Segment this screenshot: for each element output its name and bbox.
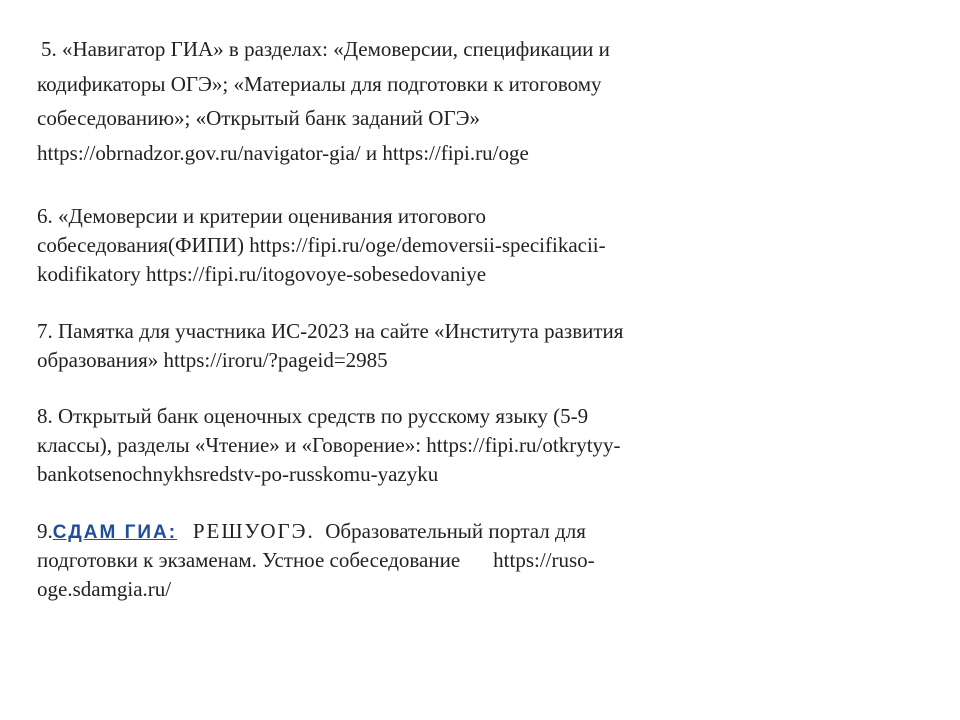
item9-line2 bbox=[37, 546, 737, 575]
list-item-9 bbox=[37, 517, 737, 604]
item6-line3: kodifikatory https://fipi.ru/itogovoye-sobesedovaniye bbox=[37, 262, 487, 286]
list-item-5 bbox=[37, 32, 737, 170]
sdam-gia-link[interactable]: СДАМ ГИА: bbox=[52, 522, 178, 543]
item8-line3: bankotsenochnykhsredstv-po-russkomu-yazyku bbox=[37, 462, 439, 486]
item5-line4: https://obrnadzor.gov.ru/navigator-gia/ и https://fipi.ru/oge bbox=[37, 140, 529, 165]
item8-line1: 8. Открытый банк оценочных средств по русскому языку (5-9 bbox=[37, 404, 589, 428]
item5-line1: 5. «Навигатор ГИА» в разделах: «Демоверсии, спецификации и bbox=[41, 37, 610, 61]
item9-line1-rest: Образовательный портал для bbox=[325, 519, 586, 543]
item9-line3: oge.sdamgia.ru/ bbox=[37, 577, 172, 601]
list-item-7 bbox=[37, 317, 737, 375]
item9-brand: РЕШУОГЭ. bbox=[192, 519, 315, 543]
item9-line1 bbox=[37, 517, 737, 546]
item6-line1: 6. «Демоверсии и критерии оценивания итогового bbox=[37, 204, 486, 228]
item8-line2: классы), разделы «Чтение» и «Говорение»: https://fipi.ru/otkrytyy- bbox=[37, 433, 621, 457]
item9-line2-url: https://ruso- bbox=[493, 548, 595, 572]
item5-line2: кодификаторы ОГЭ»; «Материалы для подготовки к итоговому bbox=[37, 71, 602, 96]
item9-line2-text: подготовки к экзаменам. Устное собеседование bbox=[37, 548, 461, 572]
list-item-6 bbox=[37, 202, 737, 289]
item9-number: 9. bbox=[37, 519, 53, 543]
item5-line3: собеседованию»; «Открытый банк заданий ОГЭ» bbox=[37, 106, 480, 130]
list-item-8 bbox=[37, 402, 737, 489]
item6-line2: собеседования(ФИПИ) https://fipi.ru/oge/demoversii-specifikacii- bbox=[37, 233, 606, 257]
item7-line1: 7. Памятка для участника ИС-2023 на сайте «Института развития bbox=[37, 319, 624, 343]
item7-line2: образования» https://iroru/?pageid=2985 bbox=[37, 348, 388, 372]
